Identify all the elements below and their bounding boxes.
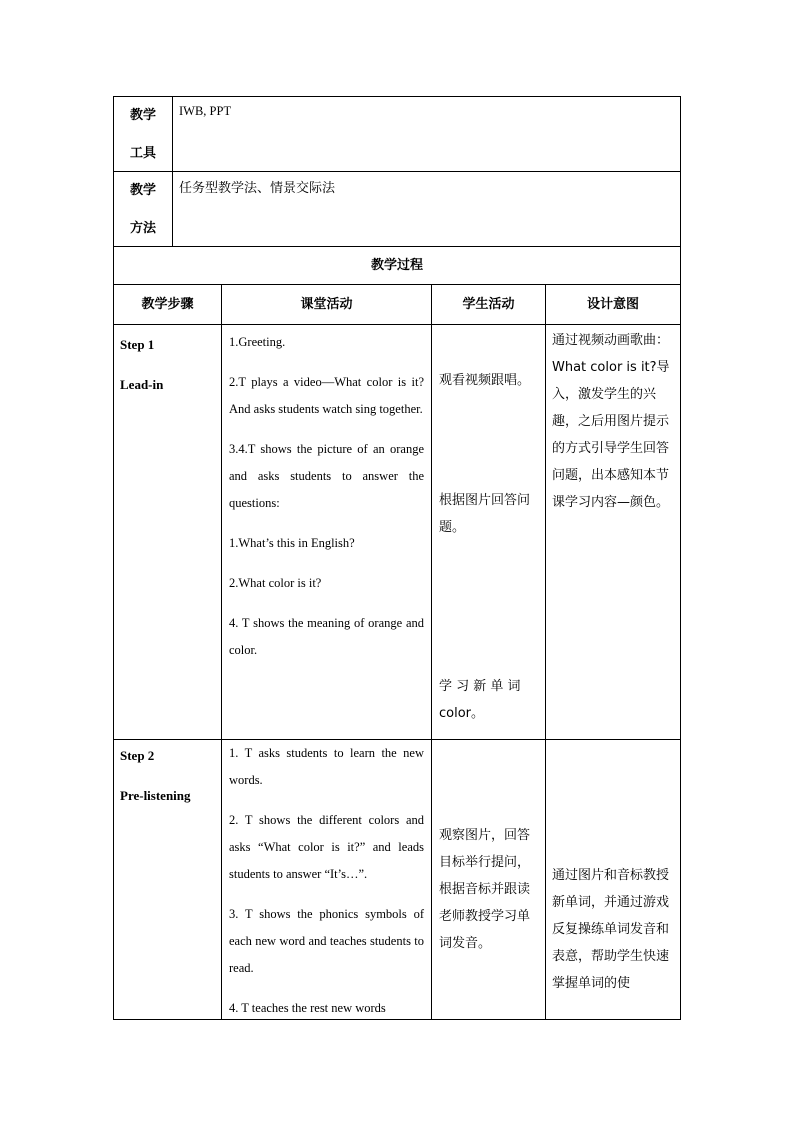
tools-label-line1: 教学 (129, 108, 156, 123)
step2-intent: 通过图片和音标教授新单词，并通过游戏反复操练单词发音和表意，帮助学生快速掌握单词的使 (552, 868, 670, 991)
step1-activity-5: 2.What color is it? (229, 576, 322, 590)
step1-student-cell (431, 324, 546, 740)
methods-value-cell (172, 171, 681, 247)
step2-step-cell (113, 739, 222, 1020)
methods-row (113, 171, 681, 247)
step2-name: Pre-listening (120, 788, 191, 803)
header-student: 学生活动 (431, 284, 546, 325)
methods-value: 任务型教学法、情景交际法 (179, 181, 336, 196)
tools-label-line2: 工具 (129, 146, 156, 161)
tools-label-cell (113, 96, 173, 172)
methods-label-line2: 方法 (129, 221, 156, 236)
step1-student-3: 学 习 新 单 词 color。 (439, 679, 521, 721)
tools-value-cell (172, 96, 681, 172)
step1-row (113, 324, 681, 740)
header-activity: 课堂活动 (221, 284, 432, 325)
step1-step-cell (113, 324, 222, 740)
methods-label-line1: 教学 (129, 183, 156, 198)
step1-number: Step 1 (120, 337, 155, 352)
step1-student-1: 观看视频跟唱。 (439, 373, 531, 388)
tools-value: IWB, PPT (179, 104, 232, 118)
step2-activity-3: 3. T shows the phonics symbols of each new word and teaches students to read. (229, 907, 424, 975)
step2-student-cell (431, 739, 546, 1020)
step2-number: Step 2 (120, 748, 155, 763)
step1-activity-1: 1.Greeting. (229, 335, 286, 349)
step1-name: Lead-in (120, 377, 164, 392)
step2-activity-2: 2. T shows the different colors and asks “What color is it?” and leads students to answer “It’s…”. (229, 813, 424, 881)
methods-label-cell (113, 171, 173, 247)
header-row (113, 284, 681, 325)
step2-activity-1: 1. T asks students to learn the new words. (229, 746, 424, 787)
step1-activity-3: 3.4.T shows the picture of an orange and asks students to answer the questions: (229, 442, 424, 510)
step2-intent-cell (545, 739, 681, 1020)
step1-activity-2: 2.T plays a video—What color is it? And asks students watch sing together. (229, 375, 424, 416)
step1-activity-cell (221, 324, 432, 740)
process-title: 教学过程 (113, 246, 681, 285)
step1-student-2: 根据图片回答问题。 (439, 493, 531, 535)
step1-intent-cell (545, 324, 681, 740)
header-step: 教学步骤 (113, 284, 222, 325)
step1-intent: 通过视频动画歌曲：What color is it?导入，激发学生的兴趣，之后用图片提示的方式引导学生回答问题，出本感知本节课学习内容—颜色。 (552, 333, 670, 510)
header-intent: 设计意图 (545, 284, 681, 325)
step2-activity-cell (221, 739, 432, 1020)
step2-row (113, 739, 681, 1020)
step2-student: 观察图片，回答目标举行提问，根据音标并跟读老师教授学习单词发音。 (439, 828, 531, 951)
step2-activity-4: 4. T teaches the rest new words (229, 1001, 386, 1015)
tools-row (113, 96, 681, 172)
step1-activity-6: 4. T shows the meaning of orange and color. (229, 616, 424, 657)
step1-activity-4: 1.What’s this in English? (229, 536, 355, 550)
